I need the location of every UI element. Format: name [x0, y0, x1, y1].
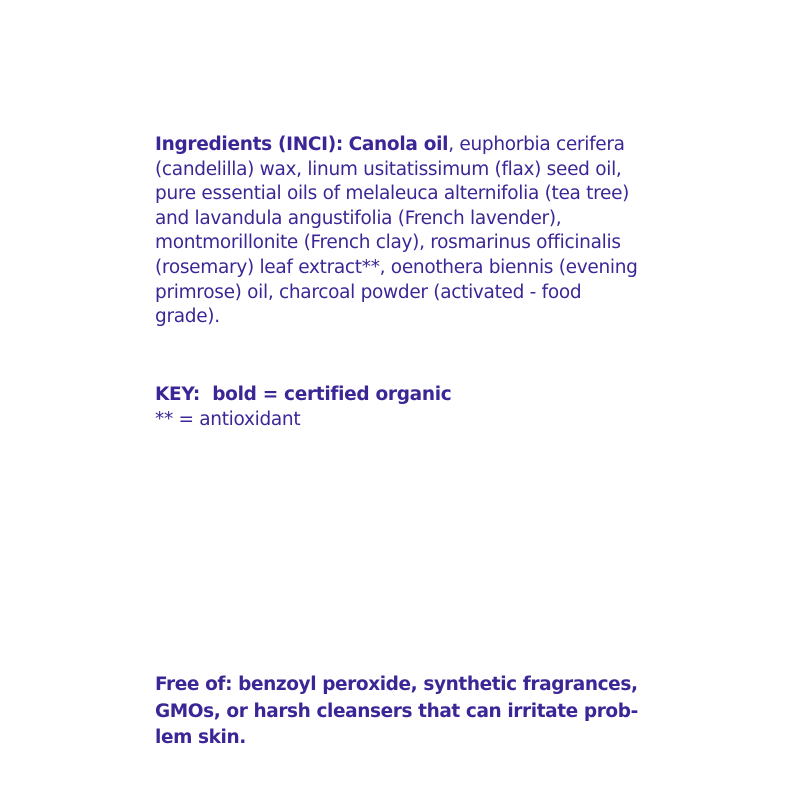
ingredients-label: Ingredients (INCI):	[155, 134, 343, 155]
key-antioxidant: ** = antioxidant	[155, 408, 301, 430]
ingredients-line-4: and lavandula angustifolia (French lavender),	[155, 207, 562, 229]
ingredients-line-6: (rosemary) leaf extract**, oenothera biennis (evening	[155, 256, 638, 278]
organic-ingredient: Canola oil	[348, 134, 449, 155]
free-of-line-3: lem skin.	[155, 727, 246, 748]
ingredients-line-1-rest: , euphorbia cerifera	[448, 134, 625, 155]
ingredients-line-7: primrose) oil, charcoal powder (activated - food	[155, 281, 582, 303]
ingredients-line-2: (candelilla) wax, linum usitatissimum (flax) seed oil,	[155, 158, 622, 180]
key-title: KEY: bold = certified organic	[155, 384, 452, 405]
free-of-paragraph	[155, 672, 685, 752]
free-of-line-1: Free of: benzoyl peroxide, synthetic fragrances,	[155, 674, 638, 695]
ingredients-line-5: montmorillonite (French clay), rosmarinus officinalis	[155, 232, 621, 254]
ingredients-line-1	[155, 133, 685, 158]
ingredients-paragraph	[155, 133, 685, 330]
free-of-line-2: GMOs, or harsh cleansers that can irritate prob-	[155, 700, 638, 722]
key-legend	[155, 383, 685, 432]
ingredients-line-3: pure essential oils of melaleuca alternifolia (tea tree)	[155, 183, 630, 205]
ingredients-line-8: grade).	[155, 306, 220, 328]
